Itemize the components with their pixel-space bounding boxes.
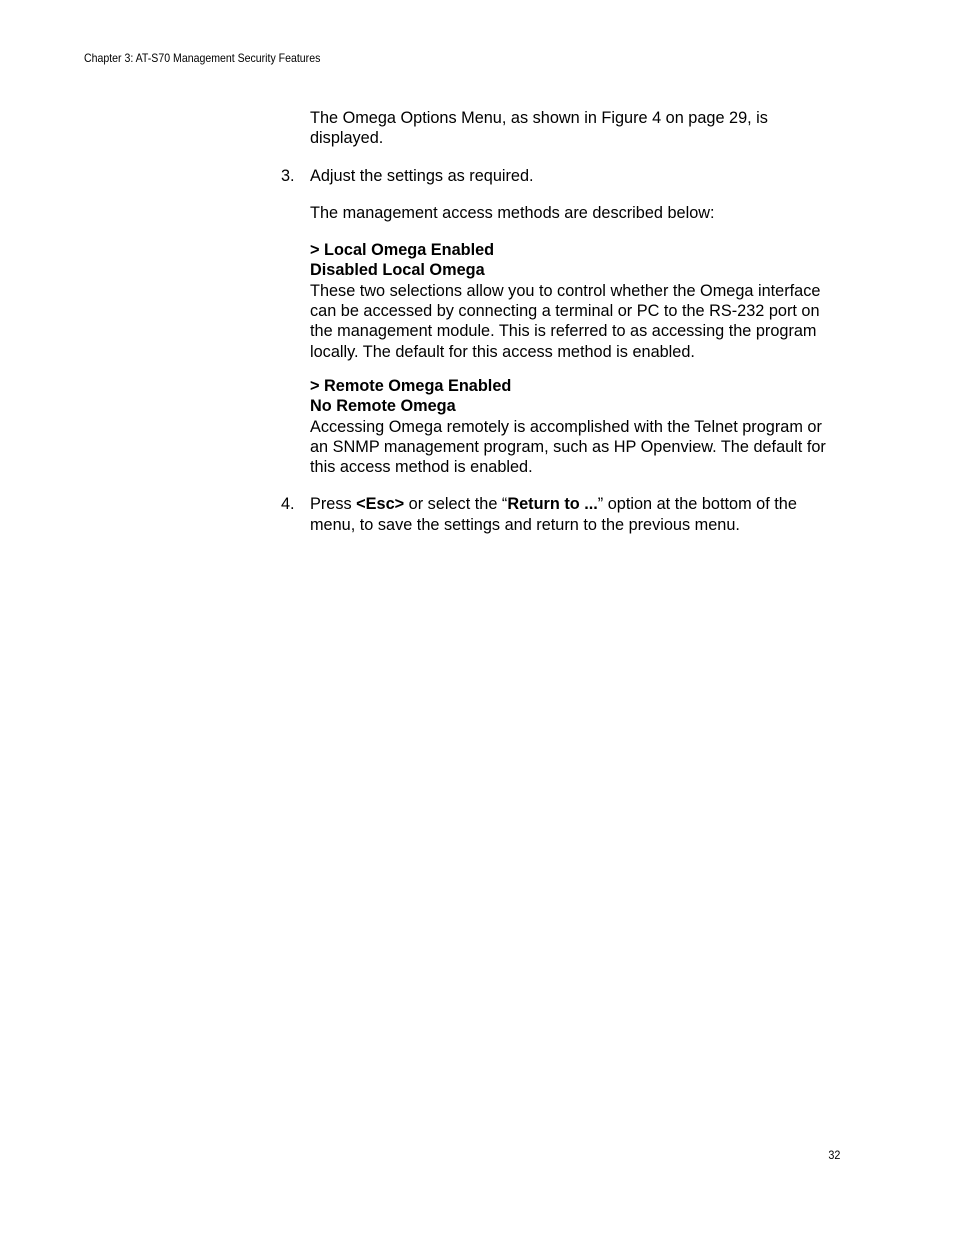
intro-paragraph: The Omega Options Menu, as shown in Figure 4 on page 29, is displayed. <box>310 109 768 148</box>
step-number: 3. <box>281 166 295 185</box>
document-body <box>281 108 840 552</box>
step-number: 4. <box>281 495 295 514</box>
method-title-line1: > Local Omega Enabled <box>310 241 495 260</box>
page-number: 32 <box>827 1148 840 1162</box>
return-option-label: Return to ... <box>507 495 598 514</box>
esc-key-label: <Esc> <box>356 495 405 514</box>
step-4 <box>281 494 840 535</box>
method-title-line2: Disabled Local Omega <box>310 261 485 280</box>
method-title-line1: > Remote Omega Enabled <box>310 376 512 395</box>
method-remote-omega <box>310 376 840 477</box>
step-text-part1: Press <box>310 495 357 514</box>
method-description: These two selections allow you to control whether the Omega interface can be accessed by connecting a terminal or PC to the RS-232 port on the management module. This is referred to as accessing the program locally. The default for this access method is enabled. <box>310 281 821 361</box>
method-title-line2: No Remote Omega <box>310 397 456 416</box>
step-3 <box>281 166 840 186</box>
step-text: Adjust the settings as required. <box>310 166 534 185</box>
method-description: Accessing Omega remotely is accomplished with the Telnet program or an SNMP management program, such as HP Openview. The default for this access method is enabled. <box>310 417 826 477</box>
step-text-part2: or select the “ <box>404 495 508 514</box>
running-header: Chapter 3: AT-S70 Management Security Features <box>84 51 321 65</box>
methods-intro: The management access methods are described below: <box>310 203 715 222</box>
method-local-omega <box>310 240 840 362</box>
step-text-part3: ” option at the bottom of the menu, to save the settings and return to the previous menu. <box>310 495 797 534</box>
